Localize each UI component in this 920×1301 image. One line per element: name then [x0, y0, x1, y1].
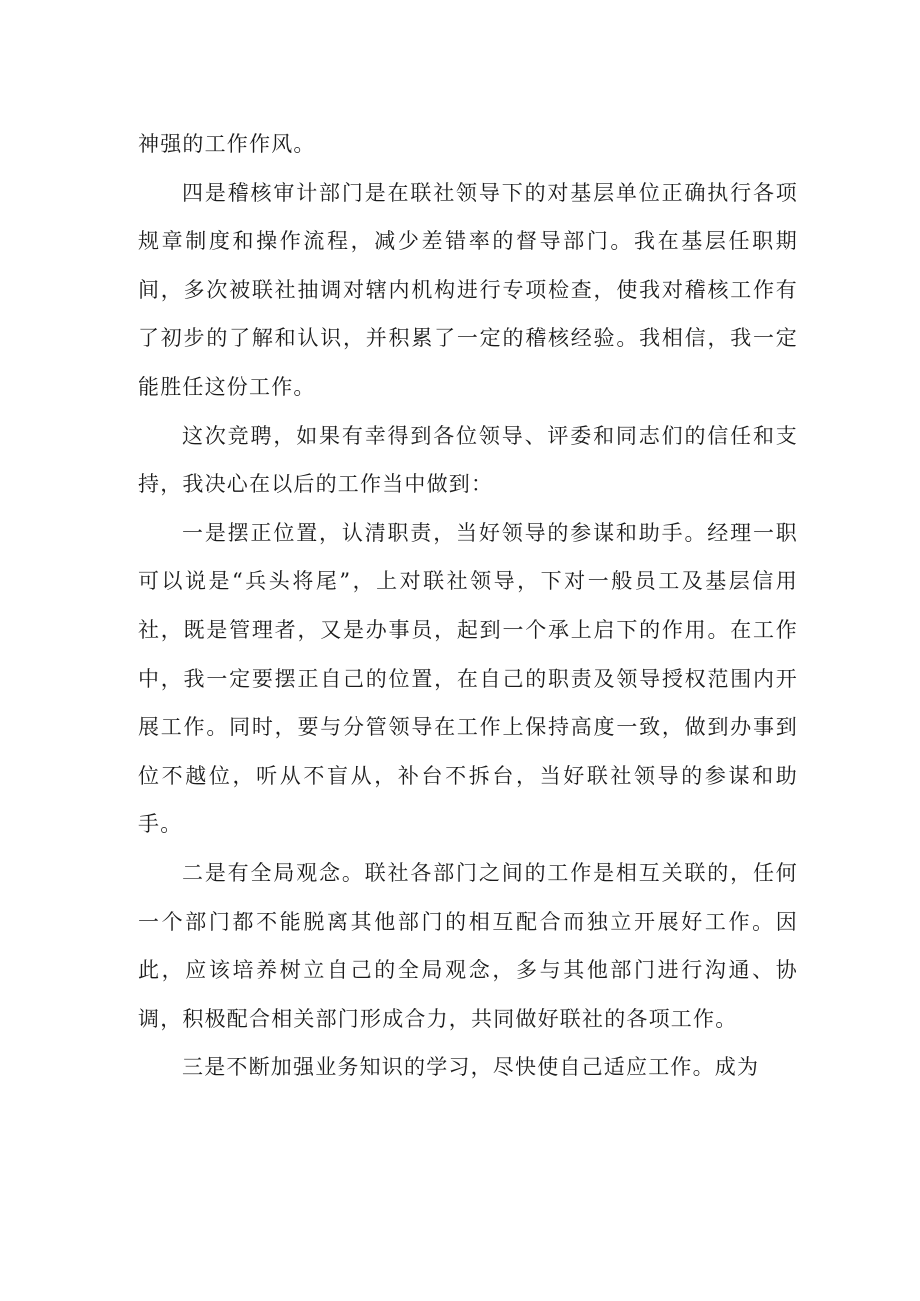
paragraph-3: 这次竞聘，如果有幸得到各位领导、评委和同志们的信任和支持，我决心在以后的工作当中做到： [138, 423, 798, 497]
paragraph-1: 神强的工作作风。 [138, 132, 316, 156]
paragraph-4: 一是摆正位置，认清职责，当好领导的参谋和助手。经理一职可以说是“兵头将尾”，上对联社领导，下对一般员工及基层信用社，既是管理者，又是办事员，起到一个承上启下的作用。在工作中，我一定要摆正自己的位置，在自己的职责及领导授权范围内开展工作。同时，要与分管领导在工作上保持高度一致，做到办事到位不越位，听从不盲从，补台不拆台，当好联社领导的参谋和助手。 [138, 520, 798, 837]
document-page [138, 120, 798, 1092]
paragraph-2: 四是稽核审计部门是在联社领导下的对基层单位正确执行各项规章制度和操作流程，减少差错率的督导部门。我在基层任职期间，多次被联社抽调对辖内机构进行专项检查，使我对稽核工作有了初步的了解和认识，并积累了一定的稽核经验。我相信，我一定能胜任这份工作。 [138, 180, 798, 399]
paragraph-5: 二是有全局观念。联社各部门之间的工作是相互关联的，任何一个部门都不能脱离其他部门的相互配合而独立开展好工作。因此，应该培养树立自己的全局观念，多与其他部门进行沟通、协调，积极配合相关部门形成合力，共同做好联社的各项工作。 [138, 860, 798, 1031]
paragraph-6: 三是不断加强业务知识的学习，尽快使自己适应工作。成为 [182, 1055, 760, 1080]
